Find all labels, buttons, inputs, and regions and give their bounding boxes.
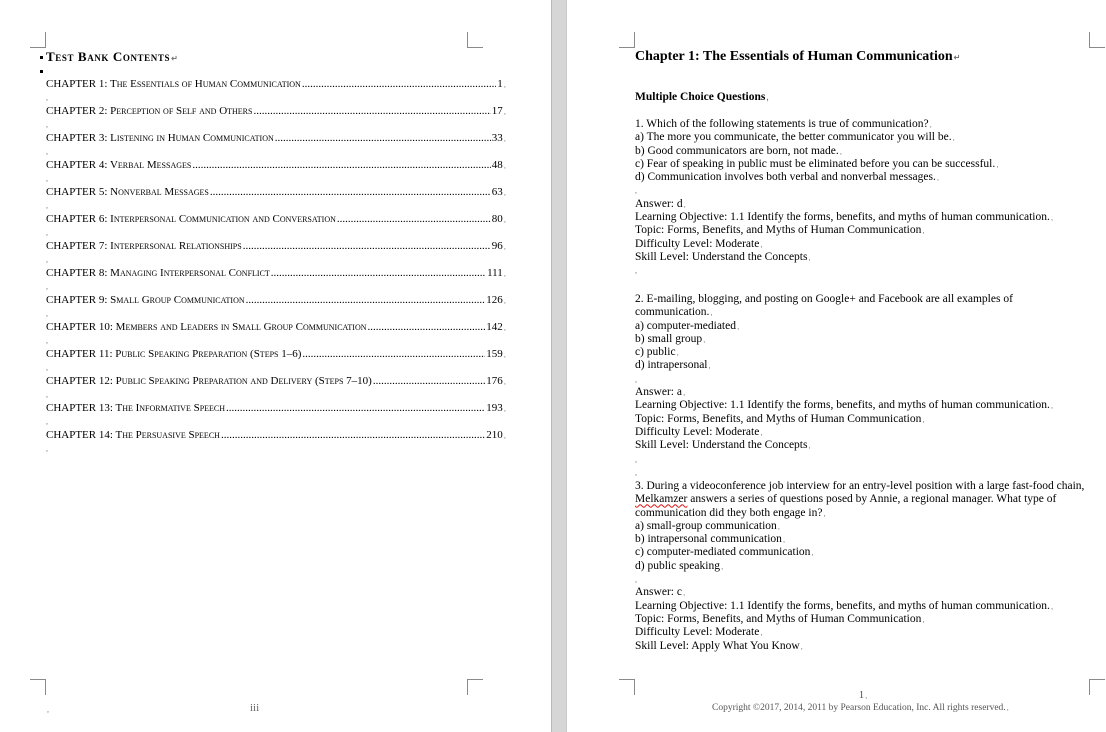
- spelling-error-word[interactable]: Melkamzer: [635, 493, 688, 506]
- toc-entry-label: CHAPTER 5: Nonverbal Messages: [46, 186, 209, 198]
- page-number-footer: 1,: [859, 690, 868, 701]
- answer-option: c) Fear of speaking in public must be eliminated before you can be successful.,: [635, 157, 999, 170]
- answer-option: d) public speaking,: [635, 559, 724, 572]
- toc-entry-page: 193: [486, 402, 503, 414]
- crop-mark: [30, 679, 46, 695]
- question-stem: 3. During a videoconference job interview for an entry-level position with a large fast-food chain,: [635, 480, 1085, 492]
- toc-entry-label: CHAPTER 7: Interpersonal Relationships: [46, 240, 242, 252]
- paragraph-mark-icon: ,: [46, 255, 48, 264]
- toc-entry-page: 210: [486, 429, 503, 441]
- toc-entry-label: CHAPTER 3: Listening in Human Communication: [46, 132, 274, 144]
- toc-entry-label: CHAPTER 13: The Informative Speech: [46, 402, 226, 414]
- paragraph-mark-icon: ,: [47, 705, 49, 714]
- toc-entry-page: 142: [486, 321, 503, 333]
- toc-entry-page: 48: [491, 159, 503, 171]
- toc-entry[interactable]: CHAPTER 10: Members and Leaders in Small Group Communication ..... 142 , ,: [46, 320, 506, 347]
- paragraph-mark-icon: ,: [46, 120, 48, 129]
- crop-mark: [467, 679, 483, 695]
- toc-entry-label: CHAPTER 11: Public Speaking Preparation (Steps 1–6): [46, 348, 302, 360]
- toc-leader-dots: [271, 266, 486, 280]
- toc-leader-dots: [302, 77, 496, 91]
- toc-entry[interactable]: CHAPTER 4: Verbal Messages ..... 48 , ,: [46, 158, 506, 185]
- toc-leader-dots: [368, 320, 486, 334]
- paragraph-mark-icon: ,: [46, 309, 48, 318]
- toc-entry[interactable]: CHAPTER 8: Managing Interpersonal Conflict ..... 111 , ,: [46, 266, 506, 293]
- difficulty-level: Difficulty Level: Moderate,: [635, 237, 763, 250]
- toc-entry[interactable]: CHAPTER 1: The Essentials of Human Communication ..... 1 , ,: [46, 77, 506, 104]
- crop-mark: [1089, 679, 1105, 695]
- toc-leader-dots: [373, 374, 485, 388]
- toc-entry[interactable]: CHAPTER 6: Interpersonal Communication and Conversation ..... 80 , ,: [46, 212, 506, 239]
- toc-entry-label: CHAPTER 10: Members and Leaders in Small Group Communication: [46, 321, 367, 333]
- skill-level: Skill Level: Understand the Concepts,: [635, 439, 811, 452]
- paragraph-mark-icon: ,: [46, 390, 48, 399]
- toc-entry-label: CHAPTER 8: Managing Interpersonal Conflict: [46, 267, 270, 279]
- difficulty-level: Difficulty Level: Moderate,: [635, 425, 763, 438]
- learning-objective: Learning Objective: 1.1 Identify the forms, benefits, and myths of human communication.,: [635, 399, 1054, 412]
- answer-key: Answer: a,: [635, 386, 686, 399]
- toc-leader-dots: [192, 158, 490, 172]
- crop-mark: [467, 32, 483, 48]
- crop-mark: [619, 32, 635, 48]
- toc-entry-page: 17: [491, 105, 503, 117]
- paragraph-mark-icon: ,: [46, 93, 48, 102]
- toc-entry-label: CHAPTER 12: Public Speaking Preparation and Delivery (Steps 7–10): [46, 375, 372, 387]
- toc-entry[interactable]: CHAPTER 13: The Informative Speech ..... 193 , ,: [46, 401, 506, 428]
- chapter-page: [567, 0, 1106, 732]
- question-stem: 1. Which of the following statements is true of communication?,: [635, 118, 932, 130]
- copyright-footer: Copyright ©2017, 2014, 2011 by Pearson Education, Inc. All rights reserved.,: [712, 703, 1009, 713]
- toc-leader-dots: [275, 131, 491, 145]
- learning-objective: Learning Objective: 1.1 Identify the forms, benefits, and myths of human communication.,: [635, 599, 1054, 612]
- question-3: 3. During a videoconference job interview for an entry-level position with a large fast-food chain, Melkamzer answers a series of questions posed by Annie, a regional manager. What type of communication did they both engage in?, a) small-group communication, b) intrapersonal communication, c) computer-mediated communication, d) public speaking, , Answer: c, Learning Objective: 1.1 Identify the forms, benefits, and myths of human communication., Topic: Forms, Benefits, and Myths of Human Communication, Difficulty Level: Moderate, Skill Level: Apply What You Know,: [635, 480, 1097, 653]
- toc-entry-label: CHAPTER 4: Verbal Messages: [46, 159, 192, 171]
- toc-entry[interactable]: CHAPTER 12: Public Speaking Preparation and Delivery (Steps 7–10) ..... 176 , ,: [46, 374, 506, 401]
- paragraph-mark-icon: ,: [46, 147, 48, 156]
- toc-entry-page: 111: [487, 267, 503, 279]
- toc-entry-label: CHAPTER 14: The Persuasive Speech: [46, 429, 220, 441]
- answer-option: a) small-group communication,: [635, 519, 781, 532]
- question-stem: 2. E-mailing, blogging, and posting on Google+ and Facebook are all examples of: [635, 293, 1013, 305]
- question-stem-cont: communication.,: [635, 306, 713, 319]
- toc-entry[interactable]: CHAPTER 5: Nonverbal Messages ..... 63 , ,: [46, 185, 506, 212]
- learning-objective: Learning Objective: 1.1 Identify the forms, benefits, and myths of human communication.,: [635, 211, 1054, 224]
- answer-option: b) small group,: [635, 332, 706, 345]
- answer-option: a) The more you communicate, the better communicator you will be.,: [635, 131, 955, 144]
- toc-entry-page: 80: [491, 213, 503, 225]
- toc-leader-dots: [210, 185, 491, 199]
- toc-entry[interactable]: CHAPTER 2: Perception of Self and Others ..... 17 , ,: [46, 104, 506, 131]
- toc-entry-page: 126: [486, 294, 503, 306]
- question-1: 1. Which of the following statements is true of communication?, a) The more you communicate, the better communicator you will be., b) Good communicators are born, not made., c) Fear of speaking in public must be eliminated before you can be successful., d) Communication involves both verbal and nonverbal messages., , Answer: d, Learning Objective: 1.1 Identify the forms, benefits, and myths of human communication., Topic: Forms, Benefits, and Myths of Human Communication, Difficulty Level: Moderate, Skill Level: Understand the Concepts, ,: [635, 118, 1097, 278]
- toc-entry-label: CHAPTER 9: Small Group Communication: [46, 294, 245, 306]
- toc-entry-page: 96: [491, 240, 503, 252]
- answer-option: d) Communication involves both verbal and nonverbal messages.,: [635, 171, 940, 184]
- toc-entry[interactable]: CHAPTER 9: Small Group Communication ..... 126 , ,: [46, 293, 506, 320]
- toc-entry-label: CHAPTER 1: The Essentials of Human Communication: [46, 78, 301, 90]
- answer-option: b) Good communicators are born, not made.,: [635, 144, 842, 157]
- skill-level: Skill Level: Apply What You Know,: [635, 639, 803, 652]
- toc-entry-page: 63: [491, 186, 503, 198]
- answer-option: a) computer-mediated,: [635, 319, 740, 332]
- paragraph-mark-icon: ,: [46, 363, 48, 372]
- paragraph-mark-icon: ,: [46, 336, 48, 345]
- toc-leader-dots: [221, 428, 485, 442]
- toc-entry-page: 33: [491, 132, 503, 144]
- paragraph-mark-icon: ,: [46, 417, 48, 426]
- toc-page: [0, 0, 551, 732]
- skill-level: Skill Level: Understand the Concepts,: [635, 250, 811, 263]
- answer-key: Answer: d,: [635, 197, 686, 210]
- question-stem-cont: Melkamzer answers a series of questions posed by Annie, a regional manager. What type of: [635, 493, 1057, 506]
- toc-leader-dots: [302, 347, 485, 361]
- crop-mark: [30, 32, 46, 48]
- topic: Topic: Forms, Benefits, and Myths of Human Communication,: [635, 612, 925, 625]
- answer-option: d) intrapersonal,: [635, 359, 711, 372]
- difficulty-level: Difficulty Level: Moderate,: [635, 626, 763, 639]
- question-stem-cont: communication did they both engage in?,: [635, 506, 826, 519]
- toc-entry-page: 1: [497, 78, 503, 90]
- toc-leader-dots: [226, 401, 485, 415]
- toc-entry[interactable]: CHAPTER 11: Public Speaking Preparation (Steps 1–6) ..... 159 , ,: [46, 347, 506, 374]
- toc-list: [46, 77, 506, 455]
- crop-mark: [1089, 32, 1105, 48]
- answer-option: b) intrapersonal communication,: [635, 533, 786, 546]
- toc-title: Test Bank Contents↵: [46, 49, 179, 64]
- page-number-footer: iii: [250, 702, 260, 714]
- topic: Topic: Forms, Benefits, and Myths of Human Communication,: [635, 224, 925, 237]
- answer-option: c) public,: [635, 346, 679, 359]
- answer-key: Answer: c,: [635, 586, 686, 599]
- paragraph-mark-icon: ,: [46, 444, 48, 453]
- answer-option: c) computer-mediated communication,: [635, 546, 814, 559]
- toc-entry[interactable]: CHAPTER 3: Listening in Human Communication ..... 33 , ,: [46, 131, 506, 158]
- toc-entry-label: CHAPTER 6: Interpersonal Communication and Conversation: [46, 213, 336, 225]
- paragraph-mark-icon: ,: [46, 201, 48, 210]
- question-2: 2. E-mailing, blogging, and posting on Google+ and Facebook are all examples of communication., a) computer-mediated, b) small group, c) public, d) intrapersonal, , Answer: a, Learning Objective: 1.1 Identify the forms, benefits, and myths of human communication., Topic: Forms, Benefits, and Myths of Human Communication, Difficulty Level: Moderate, Skill Level: Understand the Concepts, , ,: [635, 293, 1097, 479]
- toc-leader-dots: [243, 239, 491, 253]
- crop-mark: [619, 679, 635, 695]
- toc-entry-page: 159: [486, 348, 503, 360]
- paragraph-bullet-icon: [40, 56, 43, 59]
- paragraph-mark-icon: ,: [46, 282, 48, 291]
- chapter-title: Chapter 1: The Essentials of Human Communication↵: [635, 49, 961, 64]
- toc-entry[interactable]: CHAPTER 7: Interpersonal Relationships ..... 96 , ,: [46, 239, 506, 266]
- toc-leader-dots: [337, 212, 491, 226]
- topic: Topic: Forms, Benefits, and Myths of Human Communication,: [635, 412, 925, 425]
- toc-leader-dots: [253, 104, 490, 118]
- toc-entry-page: 176: [486, 375, 503, 387]
- toc-entry-label: CHAPTER 2: Perception of Self and Others: [46, 105, 253, 117]
- section-heading: Multiple Choice Questions,: [635, 91, 769, 103]
- toc-entry[interactable]: CHAPTER 14: The Persuasive Speech ..... 210 , ,: [46, 428, 506, 455]
- page-gutter: [551, 0, 567, 732]
- paragraph-mark-icon: ,: [46, 174, 48, 183]
- paragraph-mark-icon: ,: [46, 228, 48, 237]
- paragraph-bullet-icon: [40, 70, 43, 73]
- toc-leader-dots: [246, 293, 486, 307]
